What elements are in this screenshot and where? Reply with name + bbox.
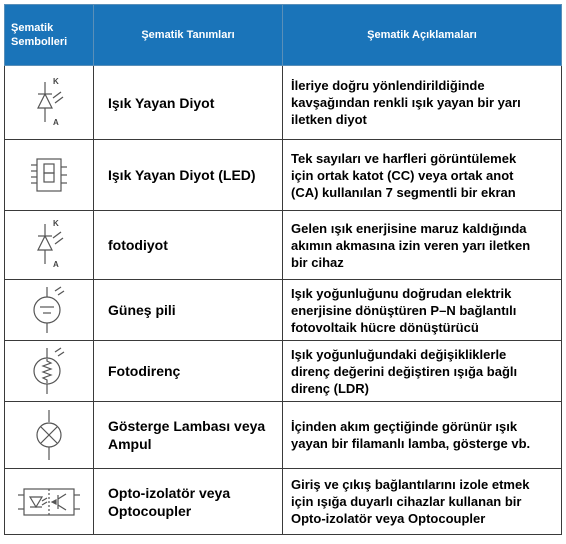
- symbol-cell: [5, 140, 94, 211]
- description-cell: İleriye doğru yönlendirildiğinde kavşağından renkli ışık yayan bir yarı iletken diyot: [283, 66, 562, 140]
- description-cell: Işık yoğunluğunu doğrudan elektrik enerjisine dönüştüren P–N bağlantılı fotovoltaik hücre dönüştürücü: [283, 280, 562, 341]
- symbol-cell: [5, 402, 94, 469]
- description-cell: Gelen ışık enerjisine maruz kaldığında akımın akmasına izin veren yarı iletken bir cihaz: [283, 211, 562, 280]
- schematic-symbols-table: [4, 4, 562, 535]
- table-row: [5, 402, 562, 469]
- definition-cell: Işık Yayan Diyot: [94, 66, 283, 140]
- symbol-cell: [5, 341, 94, 402]
- header-definitions: Şematik Tanımları: [94, 5, 283, 66]
- photodiode-symbol-icon: [29, 218, 69, 272]
- symbol-cell: [5, 469, 94, 535]
- description-cell: Tek sayıları ve harfleri görüntülemek için ortak katot (CC) veya ortak anot (CA) kullanılan 7 segmentli bir ekran: [283, 140, 562, 211]
- table-row: [5, 140, 562, 211]
- definition-cell: Işık Yayan Diyot (LED): [94, 140, 283, 211]
- svg-text:K: K: [53, 76, 59, 86]
- symbol-cell: [5, 280, 94, 341]
- definition-cell: Gösterge Lambası veya Ampul: [94, 402, 283, 469]
- solar-cell-symbol-icon: [27, 285, 71, 335]
- description-cell: İçinden akım geçtiğinde görünür ışık yayan bir filamanlı lamba, gösterge vb.: [283, 402, 562, 469]
- header-descriptions: Şematik Açıklamaları: [283, 5, 562, 66]
- definition-cell: Opto-izolatör veya Optocoupler: [94, 469, 283, 535]
- description-cell: Işık yoğunluğundaki değişikliklerle direnç değerini değiştiren ışığa bağlı direnç (LDR): [283, 341, 562, 402]
- definition-cell: fotodiyot: [94, 211, 283, 280]
- table-header-row: [5, 5, 562, 66]
- symbol-cell: [5, 211, 94, 280]
- photoresistor-symbol-icon: [27, 346, 71, 396]
- indicator-lamp-symbol-icon: [29, 408, 69, 462]
- table-row: [5, 66, 562, 140]
- description-cell: Giriş ve çıkış bağlantılarını izole etmek için ışığa duyarlı cihazlar kullanan bir Opto-izolatör veya Optocoupler: [283, 469, 562, 535]
- definition-cell: Fotodirenç: [94, 341, 283, 402]
- svg-text:A: A: [53, 117, 59, 127]
- svg-text:A: A: [53, 260, 59, 269]
- header-symbols: Şematik Sembolleri: [5, 5, 94, 66]
- opto-isolator-symbol-icon: [18, 485, 80, 519]
- svg-text:K: K: [53, 219, 59, 228]
- table-row: [5, 280, 562, 341]
- led-symbol-icon: [29, 76, 69, 130]
- symbol-cell: [5, 66, 94, 140]
- table-row: [5, 341, 562, 402]
- table-row: [5, 469, 562, 535]
- table-row: [5, 211, 562, 280]
- seven-segment-display-icon: [27, 155, 71, 195]
- definition-cell: Güneş pili: [94, 280, 283, 341]
